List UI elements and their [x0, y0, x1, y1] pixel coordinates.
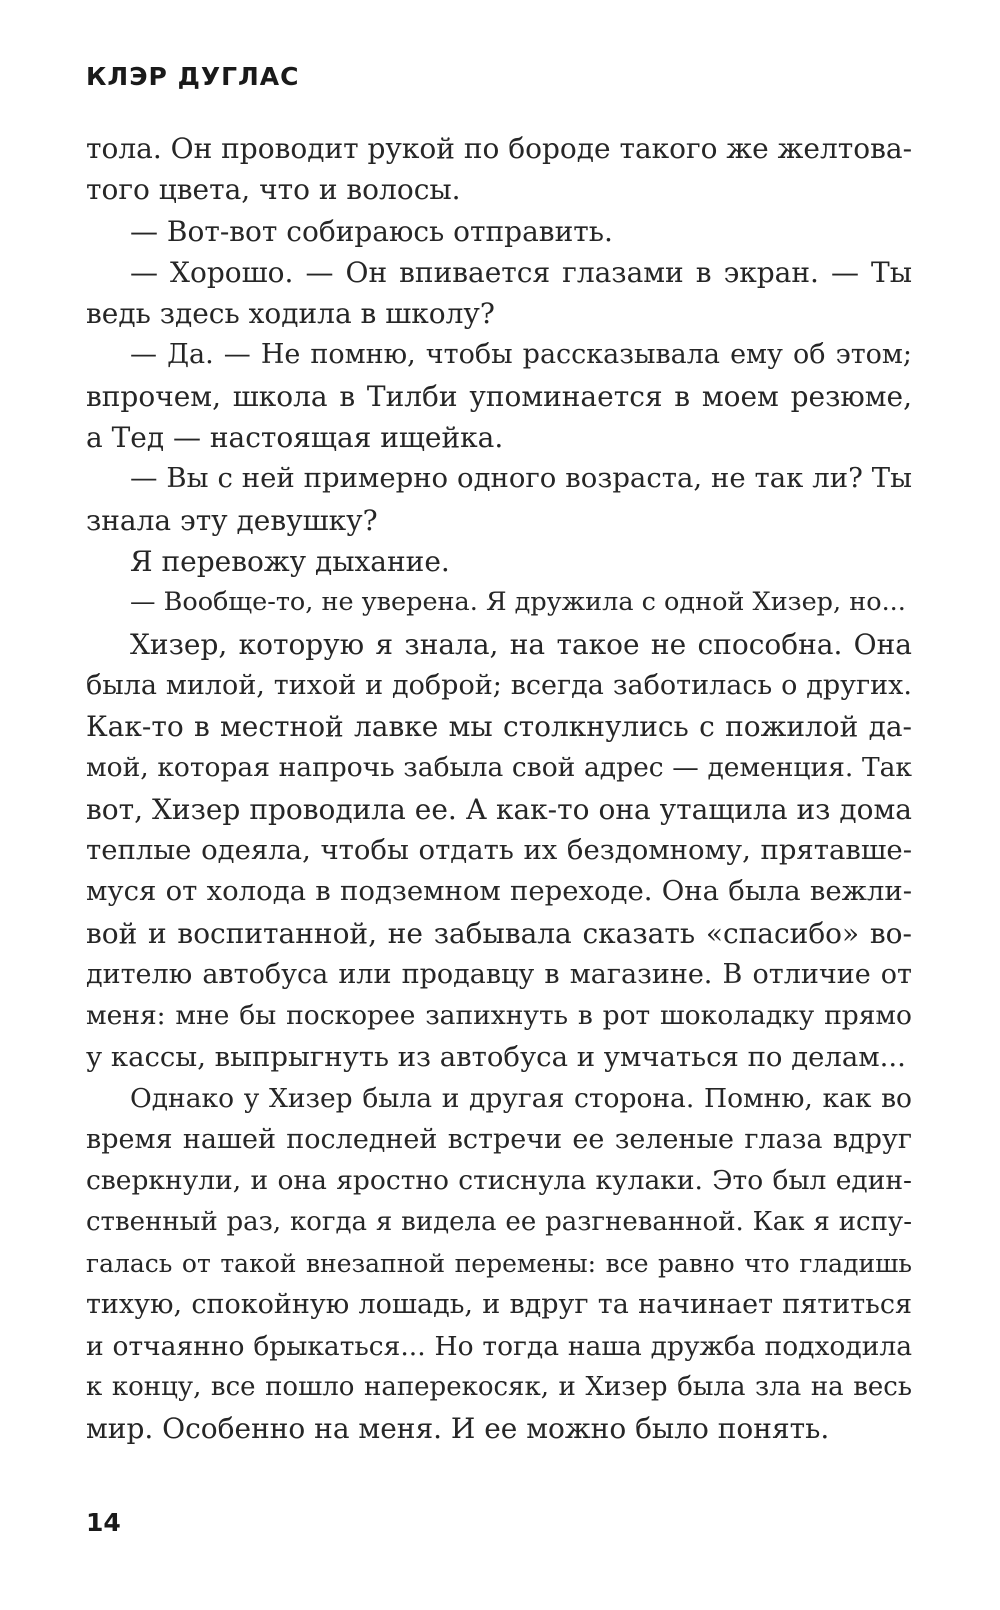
text-line: муся от холода в подземном переходе. Она была вежли-: [86, 875, 912, 908]
text-line: время нашей последней встречи ее зеленые глаза вдруг: [86, 1124, 912, 1156]
text-line: ственный раз, когда я видела ее разгневанной. Как я испу-: [86, 1206, 912, 1237]
text-line: была милой, тихой и доброй; всегда заботилась о других.: [86, 669, 912, 701]
text-line: Хизер, которую я знала, на такое не способна. Она: [130, 627, 912, 661]
text-line: Я перевожу дыхание.: [130, 544, 450, 578]
text-line: тихую, спокойную лошадь, и вдруг та начинает пятиться: [86, 1289, 912, 1321]
text-line: — Вы с ней примерно одного возраста, не так ли? Ты: [130, 462, 912, 495]
running-head: КЛЭР ДУГЛАС: [86, 62, 300, 91]
text-line: того цвета, что и волосы.: [86, 173, 461, 207]
text-line: к концу, все пошло наперекосяк, и Хизер была зла на весь: [86, 1371, 912, 1402]
text-line: у кассы, выпрыгнуть из автобуса и умчаться по делам...: [86, 1040, 906, 1073]
body-text: [86, 128, 912, 1450]
text-line: впрочем, школа в Тилби упоминается в моем резюме,: [86, 379, 912, 413]
text-line: меня: мне бы поскорее запихнуть в рот шоколадку прямо: [86, 1000, 912, 1032]
text-line: и отчаянно брыкаться... Но тогда наша дружба подходила: [86, 1330, 912, 1362]
text-line: ведь здесь ходила в школу?: [86, 297, 495, 331]
text-line: Как-то в местной лавке мы столкнулись с пожилой да-: [86, 710, 912, 744]
text-line: мир. Особенно на меня. И ее можно было понять.: [86, 1412, 830, 1446]
text-line: — Хорошо. — Он впивается глазами в экран. — Ты: [130, 255, 912, 289]
page-number: 14: [86, 1508, 121, 1537]
text-line: мой, которая напрочь забыла свой адрес — деменция. Так: [86, 752, 912, 784]
text-line: а Тед — настоящая ищейка.: [86, 421, 504, 455]
text-line: вой и воспитанной, не забывала сказать «спасибо» во-: [86, 916, 912, 950]
text-line: — Вот-вот собираюсь отправить.: [130, 214, 613, 248]
text-line: знала эту девушку?: [86, 503, 378, 537]
text-line: вот, Хизер проводила ее. А как-то она утащила из дома: [86, 792, 912, 826]
text-line: тола. Он проводит рукой по бороде такого же желтова-: [86, 132, 913, 165]
text-line: сверкнули, и она яростно стиснула кулаки. Это был един-: [86, 1165, 912, 1197]
text-line: — Вообще-то, не уверена. Я дружила с одной Хизер, но...: [130, 587, 906, 618]
text-line: галась от такой внезапной перемены: все равно что гладишь: [86, 1249, 912, 1279]
text-line: теплые одеяла, чтобы отдать их бездомному, прятавше-: [86, 834, 912, 867]
text-line: — Да. — Не помню, чтобы рассказывала ему об этом;: [130, 339, 912, 371]
text-line: Однако у Хизер была и другая сторона. Помню, как во: [130, 1082, 912, 1114]
text-line: дителю автобуса или продавцу в магазине. В отличие от: [86, 958, 912, 990]
